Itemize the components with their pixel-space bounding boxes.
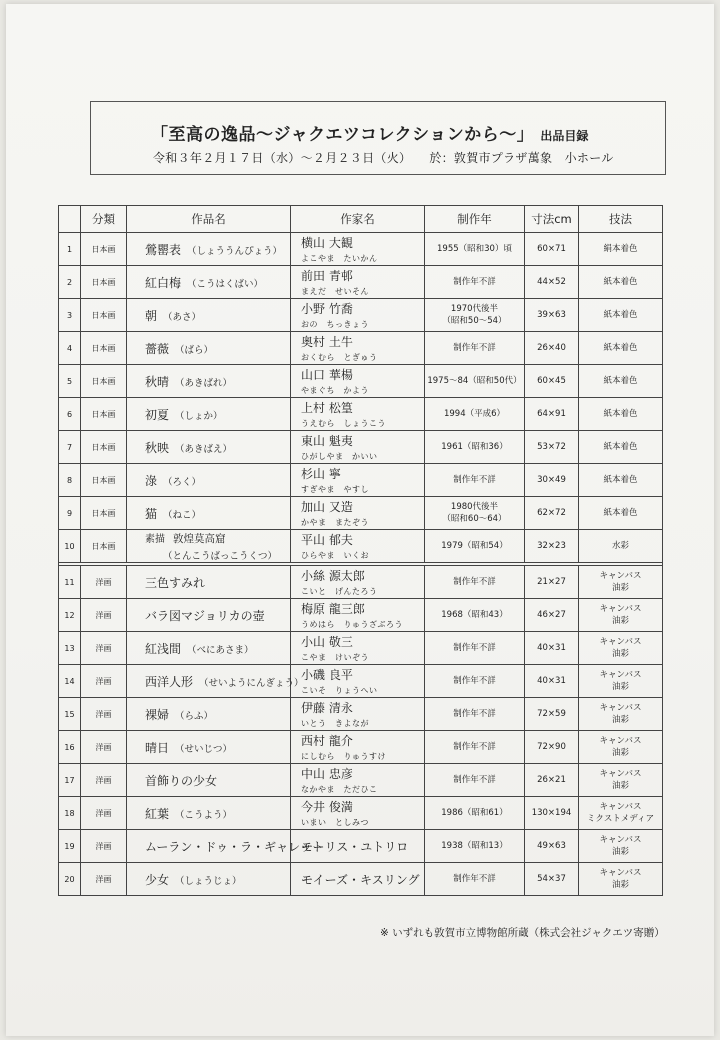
column-header-technique: 技法 [579,206,663,233]
year-cell: 制作年不詳 [425,764,525,797]
artist-cell [291,530,425,563]
category-cell: 洋画 [81,863,127,896]
artist-cell [291,431,425,464]
title-cell [127,731,291,764]
row-number: 18 [59,797,81,830]
date-venue-line [153,149,614,166]
artist-cell [291,233,425,266]
artist-cell [291,299,425,332]
table-row [59,764,663,797]
footnote: ※ いずれも敦賀市立博物館所蔵（株式会社ジャクエツ寄贈） [380,927,665,939]
technique-cell: 紙本着色 [579,332,663,365]
technique-cell: 紙本着色 [579,266,663,299]
artwork-title: 淥 [145,473,158,488]
artist-cell [291,266,425,299]
year-cell: 制作年不詳 [425,266,525,299]
size-cell: 72×59 [525,698,579,731]
title-cell [127,464,291,497]
artist-reading: いとう きよなが [301,719,369,728]
size-cell: 62×72 [525,497,579,530]
artwork-title-kana: （しょうじょ） [175,875,242,887]
row-number: 10 [59,530,81,563]
row-number: 1 [59,233,81,266]
size-cell: 64×91 [525,398,579,431]
artist-cell [291,830,425,863]
row-number: 13 [59,632,81,665]
technique-cell: キャンバス 油彩 [579,599,663,632]
title-cell [127,530,291,563]
title-cell [127,398,291,431]
size-cell: 40×31 [525,632,579,665]
column-header-no [59,206,81,233]
artwork-title-kana: （とんこうばっこうくつ） [163,551,278,562]
artwork-title: 初夏 [145,407,170,422]
table-row [59,497,663,530]
artwork-title: 秋映 [145,440,170,455]
table-row [59,698,663,731]
artist-name: モイーズ・キスリング [301,872,420,887]
category-cell: 洋画 [81,632,127,665]
table-body [59,233,663,896]
artist-reading: すぎやま やすし [301,485,369,494]
row-number: 12 [59,599,81,632]
size-cell: 44×52 [525,266,579,299]
table-header-row [59,206,663,233]
year-cell: 1980代後半 （昭和60～64） [425,497,525,530]
row-number: 5 [59,365,81,398]
exhibition-title: 「至高の逸品～ジャクエツコレクションから～」 [151,125,535,145]
row-number: 2 [59,266,81,299]
year-cell: 1979（昭和54） [425,530,525,563]
year-cell: 1975～84（昭和50代） [425,365,525,398]
artist-name: 前田 青邨 [301,269,353,283]
year-cell: 1994（平成6） [425,398,525,431]
artist-name: 小絲 源太郎 [301,569,365,583]
column-header-year: 制作年 [425,206,525,233]
artist-name: 奥村 土牛 [301,335,353,349]
artist-reading: よこやま たいかん [301,254,378,263]
artist-reading: こいと げんたろう [301,587,378,596]
column-header-category: 分類 [81,206,127,233]
technique-cell: キャンバス 油彩 [579,698,663,731]
table-row [59,431,663,464]
column-header-artist: 作家名 [291,206,425,233]
artwork-title: 薔薇 [145,341,170,356]
artist-cell [291,863,425,896]
artwork-title: 秋晴 [145,374,170,389]
title-cell [127,566,291,599]
size-cell: 60×45 [525,365,579,398]
row-number: 17 [59,764,81,797]
artwork-title-kana: （ねこ） [163,509,202,521]
artist-cell [291,365,425,398]
technique-cell: 紙本着色 [579,365,663,398]
artwork-title-kana: （あさ） [163,311,202,323]
year-cell: 1955（昭和30）頃 [425,233,525,266]
title-cell [127,797,291,830]
size-cell: 49×63 [525,830,579,863]
technique-cell: キャンバス 油彩 [579,863,663,896]
technique-cell: 紙本着色 [579,464,663,497]
document-subtitle: 出品目録 [540,129,589,143]
artist-reading: かやま またぞう [301,518,369,527]
size-cell: 46×27 [525,599,579,632]
artist-name: 平山 郁夫 [301,533,353,547]
title-cell [127,233,291,266]
table-row [59,299,663,332]
artist-name: 西村 龍介 [301,734,353,748]
category-cell: 日本画 [81,365,127,398]
table-row [59,731,663,764]
year-cell: 制作年不詳 [425,698,525,731]
artist-name: 今井 俊満 [301,800,353,814]
size-cell: 26×40 [525,332,579,365]
artwork-title: 紅浅間 [145,641,182,656]
artist-cell [291,698,425,731]
artwork-title-kana: （せいじつ） [175,743,233,755]
artwork-title: 三色すみれ [145,575,206,590]
artist-name: 東山 魁夷 [301,434,353,448]
artist-cell [291,398,425,431]
artist-name: モーリス・ユトリロ [301,839,409,854]
category-cell: 洋画 [81,599,127,632]
artist-reading: おの ちっきょう [301,320,369,329]
size-cell: 60×71 [525,233,579,266]
artist-cell [291,764,425,797]
size-cell: 53×72 [525,431,579,464]
artwork-title-kana: （べにあさま） [187,644,254,656]
artist-name: 山口 華楊 [301,368,353,382]
title-cell [127,365,291,398]
artwork-title: 猫 [145,506,158,521]
artist-cell [291,497,425,530]
artist-cell [291,665,425,698]
category-cell: 洋画 [81,731,127,764]
table-row [59,665,663,698]
title-cell [127,764,291,797]
row-number: 9 [59,497,81,530]
technique-cell: 紙本着色 [579,398,663,431]
year-cell: 制作年不詳 [425,731,525,764]
table-row [59,830,663,863]
artist-name: 小野 竹喬 [301,302,353,316]
table-row [59,266,663,299]
category-cell: 洋画 [81,698,127,731]
title-cell [127,497,291,530]
title-cell [127,599,291,632]
document-title-line [151,120,588,145]
category-cell: 洋画 [81,665,127,698]
artist-reading: まえだ せいそん [301,287,369,296]
artwork-title-kana: （らふ） [175,710,214,722]
year-cell: 制作年不詳 [425,566,525,599]
row-number: 4 [59,332,81,365]
year-cell: 1938（昭和13） [425,830,525,863]
year-cell: 1968（昭和43） [425,599,525,632]
exhibit-list-table [58,205,663,896]
artwork-title-kana: （あきばれ） [175,377,233,389]
artwork-title: 西洋人形 [145,674,194,689]
technique-cell: キャンバス 油彩 [579,731,663,764]
table-row [59,797,663,830]
title-cell [127,863,291,896]
artist-reading: にしむら りゅうすけ [301,752,386,761]
category-cell: 日本画 [81,332,127,365]
size-cell: 54×37 [525,863,579,896]
title-cell [127,266,291,299]
year-cell: 制作年不詳 [425,464,525,497]
category-cell: 洋画 [81,566,127,599]
artist-name: 杉山 寧 [301,467,341,481]
category-cell: 日本画 [81,464,127,497]
size-cell: 39×63 [525,299,579,332]
artwork-title-kana: （あきばえ） [175,443,233,455]
artwork-title-kana: （せいようにんぎょう） [199,677,304,689]
table-row [59,464,663,497]
category-cell: 日本画 [81,530,127,563]
artwork-title-kana: （こうよう） [175,809,233,821]
technique-cell: キャンバス 油彩 [579,665,663,698]
year-cell: 制作年不詳 [425,332,525,365]
artist-reading: いまい としみつ [301,818,369,827]
category-cell: 洋画 [81,764,127,797]
column-header-size: 寸法cm [525,206,579,233]
column-header-title: 作品名 [127,206,291,233]
artwork-title-kana: （ろく） [163,476,202,488]
row-number: 20 [59,863,81,896]
category-cell: 日本画 [81,233,127,266]
artwork-title: 鶯罌表 [145,242,182,257]
title-cell [127,632,291,665]
artwork-title: 敦煌莫高窟 [173,533,226,545]
technique-cell: キャンバス 油彩 [579,566,663,599]
artist-cell [291,632,425,665]
category-cell: 洋画 [81,830,127,863]
artist-reading: こやま けいぞう [301,653,369,662]
category-cell: 日本画 [81,266,127,299]
artist-name: 上村 松篁 [301,401,353,415]
artist-reading: うえむら しょうこう [301,419,386,428]
technique-cell: 紙本着色 [579,299,663,332]
artist-name: 横山 大観 [301,236,353,250]
artist-reading: うめはら りゅうざぶろう [301,620,403,629]
size-cell: 130×194 [525,797,579,830]
technique-cell: キャンバス ミクストメディア [579,797,663,830]
artist-reading: ひらやま いくお [301,551,369,560]
exhibition-dates: 令和３年２月１７日（水）～２月２３日（火） [153,151,412,165]
artwork-title: 朝 [145,308,158,323]
artwork-title: 少女 [145,872,170,887]
artwork-title: ムーラン・ドゥ・ラ・ギャレット [145,839,324,854]
year-cell: 制作年不詳 [425,665,525,698]
row-number: 11 [59,566,81,599]
artist-cell [291,797,425,830]
year-cell: 制作年不詳 [425,863,525,896]
row-number: 15 [59,698,81,731]
artist-name: 小磯 良平 [301,668,353,682]
title-box [90,101,666,175]
artist-reading: やまぐち かよう [301,386,369,395]
category-cell: 日本画 [81,431,127,464]
technique-cell: キャンバス 油彩 [579,632,663,665]
category-cell: 日本画 [81,497,127,530]
artist-cell [291,599,425,632]
technique-cell: 絹本着色 [579,233,663,266]
artist-reading: ひがしやま かいい [301,452,378,461]
year-cell: 1961（昭和36） [425,431,525,464]
artist-name: 加山 又造 [301,500,353,514]
year-cell: 制作年不詳 [425,632,525,665]
size-cell: 72×90 [525,731,579,764]
table-row [59,332,663,365]
row-number: 16 [59,731,81,764]
artist-name: 中山 忠彦 [301,767,353,781]
title-cell [127,299,291,332]
row-number: 14 [59,665,81,698]
table-row [59,398,663,431]
table-row [59,632,663,665]
artwork-title-kana: （しょううんぴょう） [187,245,283,257]
row-number: 6 [59,398,81,431]
table-row [59,863,663,896]
artist-cell [291,464,425,497]
size-cell: 26×21 [525,764,579,797]
technique-cell: 水彩 [579,530,663,563]
table-row [59,599,663,632]
year-cell: 1986（昭和61） [425,797,525,830]
technique-cell: 紙本着色 [579,431,663,464]
artwork-title: バラ図マジョリカの壺 [145,608,265,623]
artwork-title: 紅白梅 [145,275,182,290]
technique-cell: キャンバス 油彩 [579,830,663,863]
title-cell [127,830,324,863]
row-number: 8 [59,464,81,497]
category-cell: 日本画 [81,299,127,332]
artwork-title-kana: （こうはくばい） [187,278,264,290]
year-cell: 1970代後半 （昭和50～54） [425,299,525,332]
artist-name: 梅原 龍三郎 [301,602,365,616]
table-row [59,566,663,599]
artist-reading: なかやま ただひこ [301,785,378,794]
title-label: 素描 [145,534,165,545]
title-cell [127,698,291,731]
technique-cell: キャンバス 油彩 [579,764,663,797]
title-cell [127,431,291,464]
table-row [59,233,663,266]
size-cell: 21×27 [525,566,579,599]
title-cell [127,665,304,698]
row-number: 7 [59,431,81,464]
artist-cell [291,731,425,764]
artist-reading: こいそ りょうへい [301,686,378,695]
artist-cell [291,566,425,599]
artwork-title: 首飾りの少女 [145,773,218,788]
category-cell: 日本画 [81,398,127,431]
row-number: 19 [59,830,81,863]
artwork-title-kana: （ばら） [175,344,214,356]
artist-name: 小山 敬三 [301,635,353,649]
row-number: 3 [59,299,81,332]
artist-reading: おくむら とぎゅう [301,353,378,362]
table-row [59,530,663,563]
artist-name: 伊藤 清永 [301,701,353,715]
exhibition-venue: 於：敦賀市プラザ萬象 小ホール [429,151,614,165]
size-cell: 40×31 [525,665,579,698]
title-cell [127,332,291,365]
table-row [59,365,663,398]
size-cell: 30×49 [525,464,579,497]
artist-cell [291,332,425,365]
category-cell: 洋画 [81,797,127,830]
artwork-title: 紅葉 [145,806,170,821]
artwork-title: 晴日 [145,740,170,755]
size-cell: 32×23 [525,530,579,563]
artwork-title-kana: （しょか） [175,410,223,422]
technique-cell: 紙本着色 [579,497,663,530]
artwork-title: 裸婦 [145,707,170,722]
